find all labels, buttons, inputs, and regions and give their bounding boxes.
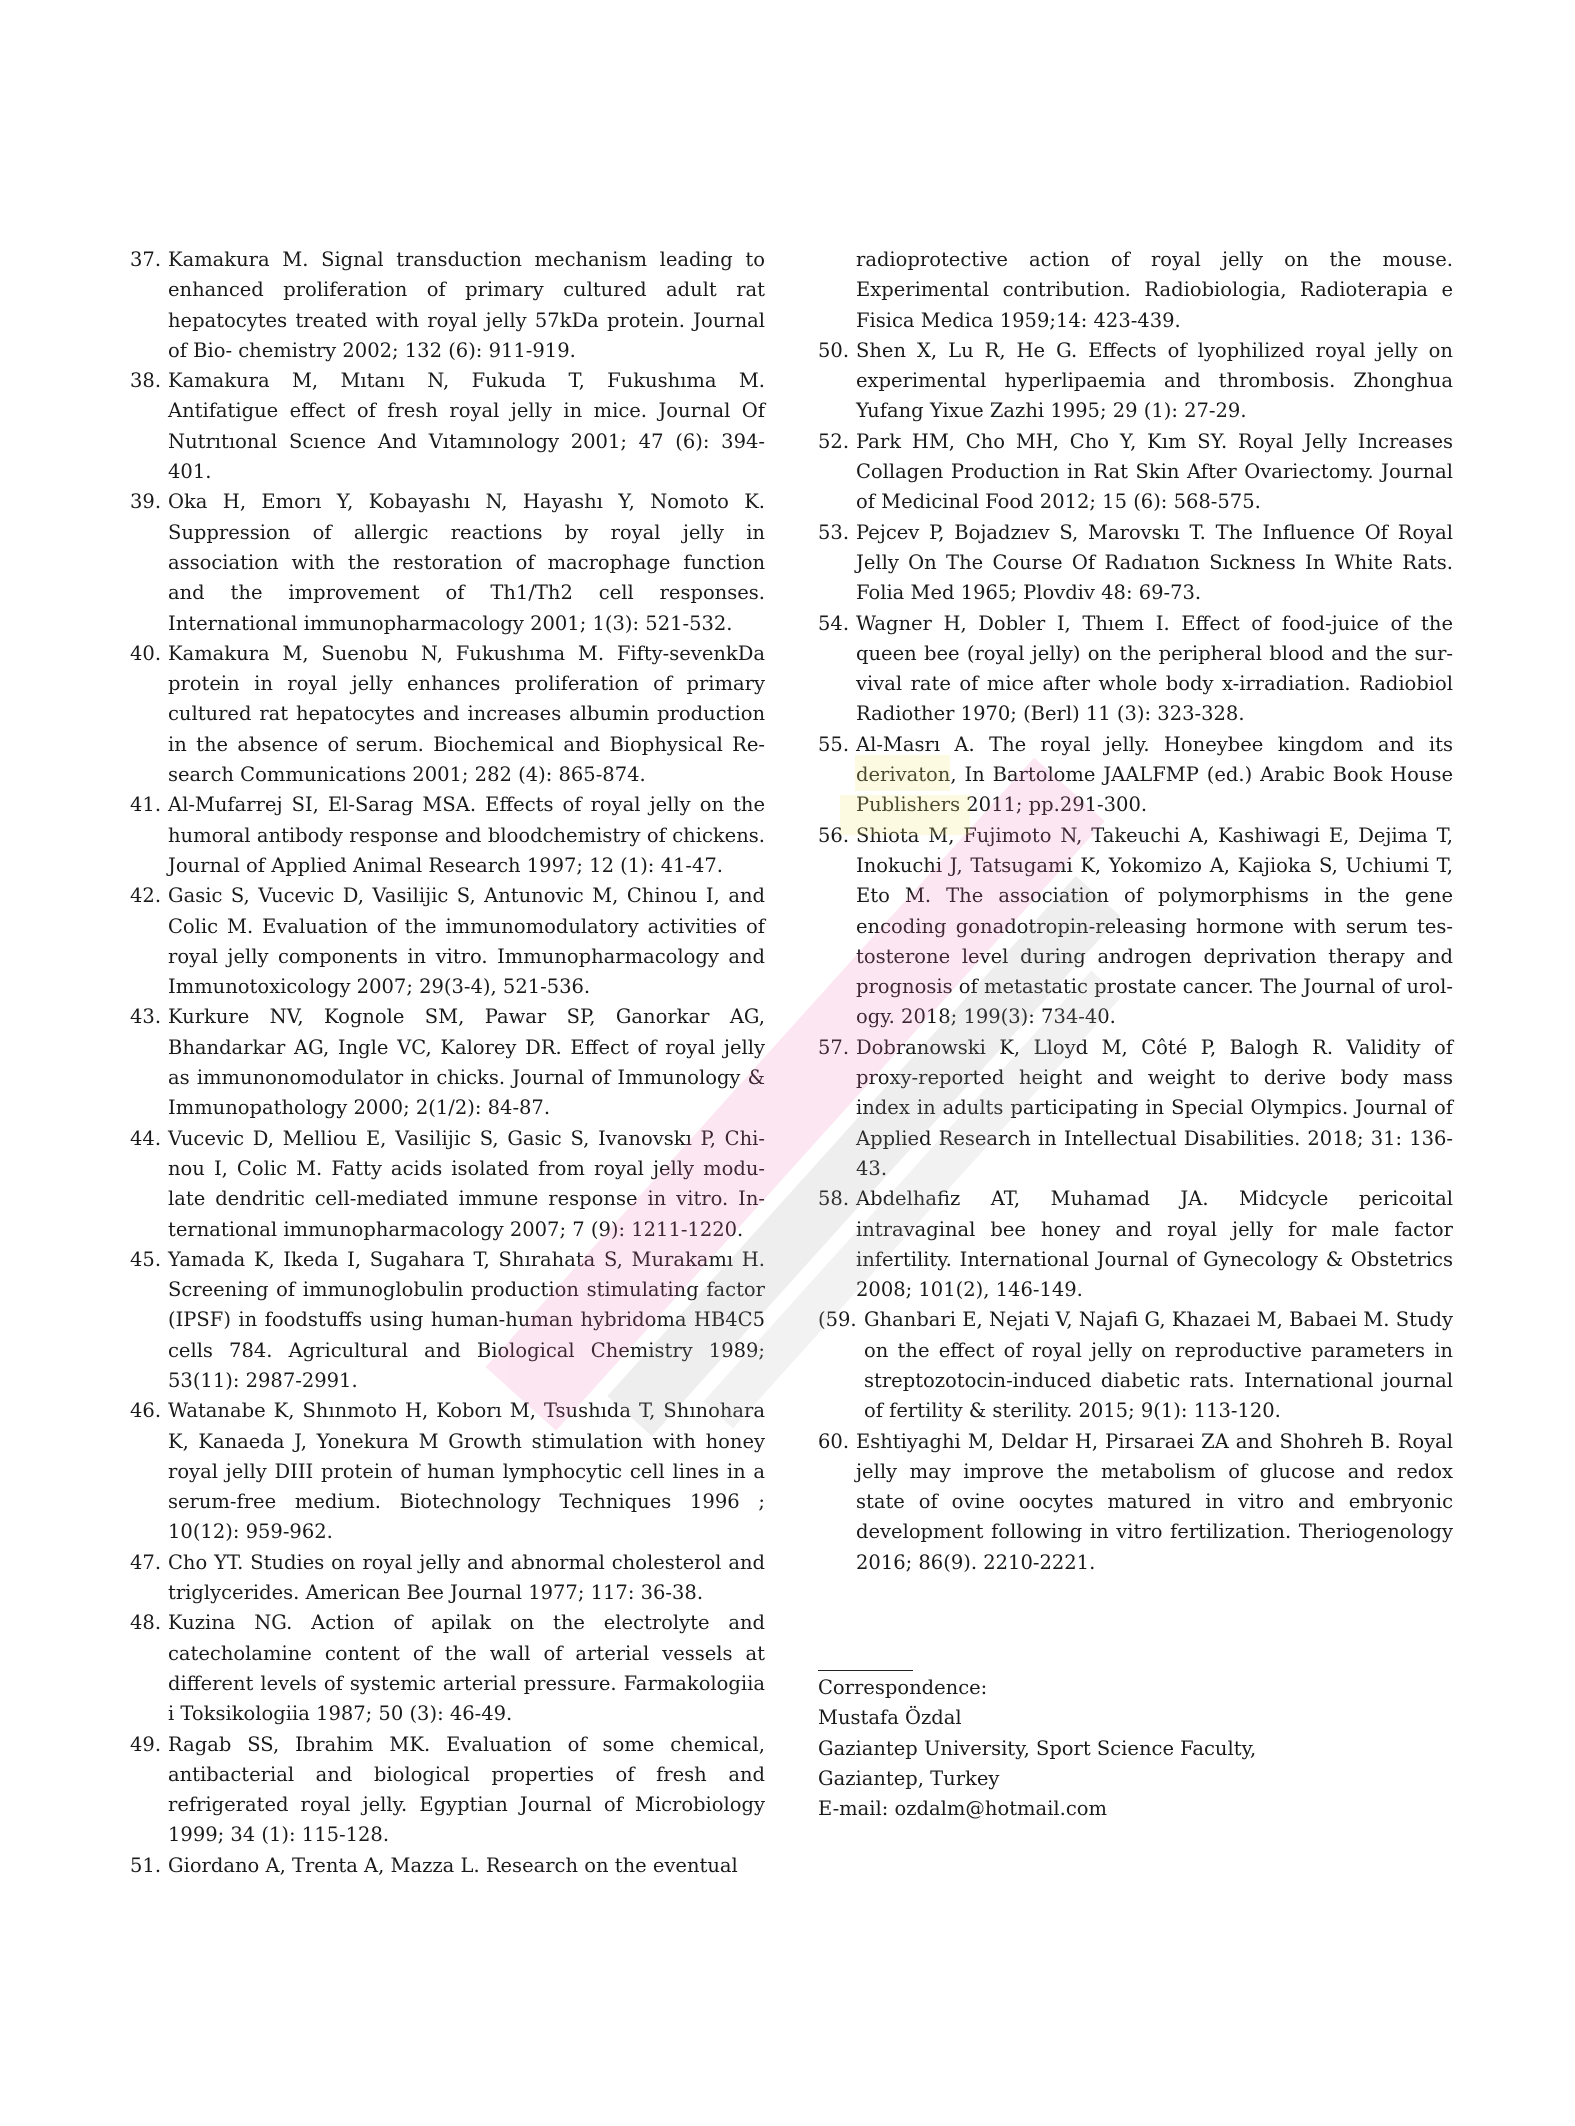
reference-text: Gasic S, Vucevic D, Vasilijic S, Antunovic M, Chinou I, and Colic M. Evaluation of the immunomodulatory activities of royal jelly components in vitro. Immunopharmacology and Immunotoxicology 2007; 29(3-4), 521-536. bbox=[168, 884, 765, 999]
reference-item bbox=[818, 336, 1453, 427]
reference-item bbox=[130, 881, 765, 1002]
reference-item bbox=[130, 245, 765, 366]
reference-item bbox=[130, 1124, 765, 1245]
reference-text: Kamakura M, Mıtanı N, Fukuda T, Fukushıma M. Antifatigue effect of fresh royal jelly in mice. Journal Of Nutrıtıonal Scıence And Vıtamınology 2001; 47 (6): 394-401. bbox=[168, 369, 765, 484]
reference-item bbox=[130, 487, 765, 638]
reference-number: 37. bbox=[130, 248, 162, 271]
reference-text: Shen X, Lu R, He G. Effects of lyophilized royal jelly on experimental hyperlipaemia and thrombosis. Zhonghua Yufang Yixue Zazhi 1995; 29 (1): 27-29. bbox=[856, 338, 1453, 423]
reference-text: Ragab SS, Ibrahim MK. Evaluation of some chemical, antibacterial and biological properties of fresh and refrigerated royal jelly. Egyptian Journal of Microbiology 1999; 34 (1): 115-128. bbox=[168, 1732, 765, 1847]
reference-number: 56. bbox=[818, 823, 850, 847]
reference-number: 51. bbox=[130, 1853, 162, 1877]
references-left-column bbox=[130, 245, 765, 1881]
reference-number: 43. bbox=[130, 1005, 162, 1029]
reference-text: Abdelhafiz AT, Muhamad JA. Midcycle pericoital intravaginal bee honey and royal jelly for male factor infertility. International Journal of Gynecology & Obstetrics 2008; 101(2), 146-149. bbox=[856, 1187, 1453, 1302]
reference-number: 52. bbox=[818, 429, 850, 453]
references-right-column bbox=[818, 245, 1453, 1578]
reference-number: 47. bbox=[130, 1550, 162, 1574]
reference-item bbox=[818, 518, 1453, 609]
reference-number: 54. bbox=[818, 611, 850, 635]
reference-item bbox=[818, 821, 1453, 1033]
reference-number: 58. bbox=[818, 1187, 850, 1211]
correspondence-heading: Correspondence: bbox=[818, 1676, 988, 1699]
reference-item bbox=[130, 366, 765, 487]
reference-item bbox=[818, 730, 1453, 821]
reference-text: Al-Mufarrej SI, El-Sarag MSA. Effects of royal jelly on the humoral antibody response and bloodchemistry of chickens. Journal of Applied Animal Research 1997; 12 (1): 41-47. bbox=[168, 793, 765, 877]
reference-number: 40. bbox=[130, 641, 162, 665]
reference-number: 46. bbox=[130, 1399, 162, 1423]
reference-text: Cho YT. Studies on royal jelly and abnormal cholesterol and triglycerides. American Bee Journal 1977; 117: 36-38. bbox=[168, 1550, 765, 1605]
author-name: Mustafa Özdal bbox=[818, 1706, 962, 1730]
reference-item bbox=[130, 790, 765, 881]
reference-text: Yamada K, Ikeda I, Sugahara T, Shırahata S, Murakamı H. Screening of immunoglobulin production stimulating factor (IPSF) in foodstuffs using human-human hybridoma HB4C5 cells 784. Agricultural and Biological Chemistry 1989; 53(11): 2987-2991. bbox=[168, 1247, 765, 1392]
reference-continuation bbox=[818, 245, 1453, 336]
reference-item bbox=[130, 1548, 765, 1609]
reference-item bbox=[818, 1305, 1453, 1426]
reference-item bbox=[130, 1002, 765, 1123]
author-email: E-mail: ozdalm@hotmail.com bbox=[818, 1797, 1107, 1821]
correspondence-block bbox=[818, 1670, 1453, 1824]
reference-text: Al-Masrı A. The royal jelly. Honeybee kingdom and its derivaton, In Bartolome JAALFMP (ed.) Arabic Book House Publishers 2011; pp.291-300. bbox=[856, 732, 1453, 817]
reference-item bbox=[818, 609, 1453, 730]
reference-number: 48. bbox=[130, 1611, 162, 1635]
reference-number: 57. bbox=[818, 1035, 850, 1059]
reference-item bbox=[818, 1033, 1453, 1184]
reference-item bbox=[130, 1245, 765, 1396]
reference-number: 60. bbox=[818, 1429, 850, 1453]
reference-text: Ghanbari E, Nejati V, Najafi G, Khazaei M, Babaei M. Study on the effect of royal jelly on reproductive parameters in streptozotocin-induced diabetic rats. International journal of fertility & sterility. 2015; 9(1): 113-120. bbox=[864, 1308, 1453, 1423]
reference-item bbox=[130, 639, 765, 790]
reference-text: Vucevic D, Melliou E, Vasilijic S, Gasic S, Ivanovskı P, Chi- nou I, Colic M. Fatty acids isolated from royal jelly modu- late dendritic cell-mediated immune response in vitro. In- ternational immunopharmacology 2007; 7 (9): 1211-1220. bbox=[168, 1126, 765, 1241]
reference-item bbox=[130, 1608, 765, 1729]
author-city: Gaziantep, Turkey bbox=[818, 1766, 1000, 1790]
reference-number: 42. bbox=[130, 884, 162, 908]
reference-text: Kamakura M, Suenobu N, Fukushıma M. Fifty-sevenkDa protein in royal jelly enhances proliferation of primary cultured rat hepatocytes and increases albumin production in the absence of serum. Biochemical and Biophysical Re- search Communications 2001; 282 (4): 865-874. bbox=[168, 641, 765, 787]
reference-text: Watanabe K, Shınmoto H, Koborı M, Tsushıda T, Shınohara K, Kanaeda J, Yonekura M Growth stimulation with honey royal jelly DIII protein of human lymphocytic cell lines in a serum-free medium. Biotechnology Techniques 1996 ; 10(12): 959-962. bbox=[168, 1399, 765, 1544]
reference-text: Eshtiyaghi M, Deldar H, Pirsaraei ZA and Shohreh B. Royal jelly may improve the metabolism of glucose and redox state of ovine oocytes matured in vitro and embryonic development following in vitro fertilization. Theriogenology 2016; 86(9). 2210-2221. bbox=[856, 1429, 1453, 1574]
reference-text: Kurkure NV, Kognole SM, Pawar SP, Ganorkar AG, Bhandarkar AG, Ingle VC, Kalorey DR. Effect of royal jelly as immunonomodulator in chicks. Journal of Immunology & Immunopathology 2000; 2(1/2): 84-87. bbox=[168, 1005, 765, 1120]
reference-number: 44. bbox=[130, 1126, 162, 1150]
reference-number: 49. bbox=[130, 1732, 162, 1756]
reference-number: 55. bbox=[818, 732, 850, 756]
reference-number: 39. bbox=[130, 490, 162, 514]
reference-text: Shiota M, Fujimoto N, Takeuchi A, Kashiwagi E, Dejima T, Inokuchi J, Tatsugami K, Yokomizo A, Kajioka S, Uchiumi T, Eto M. The association of polymorphisms in the gene encoding gonadotropin-releasing hormone with serum tes- tosterone level during androgen deprivation therapy and prognosis of metastatic prostate cancer. The Journal of urol- ogy. 2018; 199(3): 734-40. bbox=[856, 823, 1453, 1029]
reference-number: (59. bbox=[818, 1308, 857, 1332]
reference-text: radioprotective action of royal jelly on the mouse. Experimental contribution. Radiobiologia, Radioterapia e Fisica Medica 1959;14: 423-439. bbox=[856, 248, 1453, 332]
reference-text: Wagner H, Dobler I, Thıem I. Effect of food-juice of the queen bee (royal jelly) on the peripheral blood and the sur- vival rate of mice after whole body x-irradiation. Radiobiol Radiother 1970; (Berl) 11 (3): 323-328. bbox=[856, 611, 1453, 726]
reference-text: Giordano A, Trenta A, Mazza L. Research on the eventual bbox=[168, 1853, 738, 1877]
reference-item bbox=[818, 1427, 1453, 1578]
reference-item bbox=[130, 1730, 765, 1851]
reference-text: Kamakura M. Signal transduction mechanism leading to enhanced proliferation of primary cultured adult rat hepatocytes treated with royal jelly 57kDa protein. Journal of Bio- chemistry 2002; 132 (6): 911-919. bbox=[168, 248, 765, 362]
reference-number: 53. bbox=[818, 520, 850, 544]
reference-item bbox=[818, 1184, 1453, 1305]
reference-number: 45. bbox=[130, 1247, 162, 1271]
reference-number: 41. bbox=[130, 793, 162, 817]
footnote-rule bbox=[818, 1670, 913, 1671]
reference-item bbox=[818, 427, 1453, 518]
reference-text: Park HM, Cho MH, Cho Y, Kım SY. Royal Jelly Increases Collagen Production in Rat Skin After Ovariectomy. Journal of Medicinal Food 2012; 15 (6): 568-575. bbox=[856, 429, 1453, 514]
reference-text: Kuzina NG. Action of apilak on the electrolyte and catecholamine content of the wall of arterial vessels at different levels of systemic arterial pressure. Farmakologiia i Toksikologiia 1987; 50 (3): 46-49. bbox=[168, 1611, 765, 1726]
reference-number: 50. bbox=[818, 338, 850, 362]
reference-item bbox=[130, 1396, 765, 1547]
reference-text: Oka H, Emorı Y, Kobayashı N, Hayashı Y, Nomoto K. Suppression of allergic reactions by royal jelly in association with the restoration of macrophage function and the improvement of Th1/Th2 cell responses. International immunopharmacology 2001; 1(3): 521-532. bbox=[168, 490, 765, 635]
reference-text: Pejcev P, Bojadzıev S, Marovskı T. The Influence Of Royal Jelly On The Course Of Radıatıon Sıckness In White Rats. Folia Med 1965; Plovdiv 48: 69-73. bbox=[856, 520, 1453, 605]
reference-number: 38. bbox=[130, 369, 162, 393]
author-affiliation: Gaziantep University, Sport Science Faculty, bbox=[818, 1736, 1257, 1760]
reference-item bbox=[130, 1851, 765, 1881]
reference-text: Dobranowski K, Lloyd M, Côté P, Balogh R. Validity of proxy-reported height and weight to derive body mass index in adults participating in Special Olympics. Journal of Applied Research in Intellectual Disabilities. 2018; 31: 136-43. bbox=[856, 1035, 1453, 1180]
